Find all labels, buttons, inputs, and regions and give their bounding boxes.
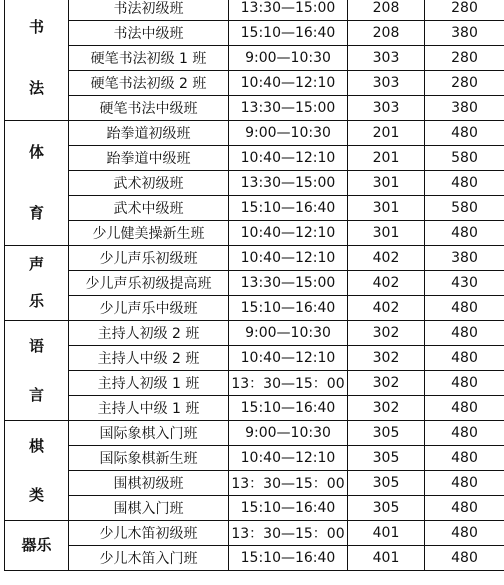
fee-cell: 580: [425, 196, 504, 221]
category-char: 育: [28, 204, 44, 223]
course-row: [5, 346, 504, 371]
course-name-cell: 主持人中级 2 班: [69, 346, 229, 371]
course-name-cell: 武术中级班: [69, 196, 229, 221]
course-row: [5, 71, 504, 96]
category-cell: [5, 421, 69, 521]
room-cell: 301: [348, 171, 425, 196]
fee-cell: 380: [425, 96, 504, 121]
fee-cell: 380: [425, 246, 504, 271]
fee-cell: 480: [425, 421, 504, 446]
time-cell: 9:00—10:30: [229, 46, 348, 71]
time-cell: 10:40—12:10: [229, 246, 348, 271]
category-char: 器乐: [21, 536, 52, 554]
time-cell: 13：30—15：00: [229, 521, 348, 546]
course-name-cell: 少儿声乐初级班: [69, 246, 229, 271]
course-name-cell: 硬笔书法中级班: [69, 96, 229, 121]
course-name-cell: 书法中级班: [69, 21, 229, 46]
course-row: [5, 421, 504, 446]
room-cell: 402: [348, 271, 425, 296]
fee-cell: 480: [425, 321, 504, 346]
time-cell: 15:10—16:40: [229, 396, 348, 421]
fee-cell: 480: [425, 171, 504, 196]
fee-cell: 480: [425, 221, 504, 246]
category-cell: [5, 246, 69, 321]
fee-cell: 480: [425, 521, 504, 546]
category-char: 类: [28, 485, 44, 504]
course-schedule-body: [5, 0, 504, 571]
course-row: [5, 171, 504, 196]
course-row: [5, 521, 504, 546]
fee-cell: 580: [425, 146, 504, 171]
course-name-cell: 主持人初级 1 班: [69, 371, 229, 396]
fee-cell: 280: [425, 0, 504, 21]
fee-cell: 430: [425, 271, 504, 296]
room-cell: 208: [348, 21, 425, 46]
time-cell: 15:10—16:40: [229, 196, 348, 221]
time-cell: 15:10—16:40: [229, 296, 348, 321]
room-cell: 201: [348, 146, 425, 171]
category-cell: [5, 321, 69, 421]
course-name-cell: 少儿木笛入门班: [69, 546, 229, 571]
room-cell: 302: [348, 346, 425, 371]
room-cell: 303: [348, 96, 425, 121]
course-row: [5, 96, 504, 121]
time-cell: 9:00—10:30: [229, 321, 348, 346]
course-name-cell: 国际象棋入门班: [69, 421, 229, 446]
room-cell: 305: [348, 471, 425, 496]
course-row: [5, 146, 504, 171]
room-cell: 208: [348, 0, 425, 21]
course-row: [5, 21, 504, 46]
course-row: [5, 371, 504, 396]
course-row: [5, 446, 504, 471]
category-char: 体: [28, 142, 44, 161]
course-name-cell: 硬笔书法初级 2 班: [69, 71, 229, 96]
fee-cell: 280: [425, 46, 504, 71]
course-name-cell: 主持人中级 1 班: [69, 396, 229, 421]
time-cell: 13：30—15：00: [229, 371, 348, 396]
course-name-cell: 跆拳道初级班: [69, 121, 229, 146]
room-cell: 301: [348, 221, 425, 246]
course-row: [5, 0, 504, 21]
course-name-cell: 围棋入门班: [69, 496, 229, 521]
fee-cell: 480: [425, 346, 504, 371]
fee-cell: 480: [425, 471, 504, 496]
category-label: [5, 422, 68, 520]
course-name-cell: 国际象棋新生班: [69, 446, 229, 471]
course-name-cell: 少儿声乐初级提高班: [69, 271, 229, 296]
fee-cell: 380: [425, 21, 504, 46]
course-row: [5, 471, 504, 496]
category-label: [5, 122, 68, 245]
course-row: [5, 221, 504, 246]
course-name-cell: 围棋初级班: [69, 471, 229, 496]
room-cell: 303: [348, 46, 425, 71]
course-row: [5, 246, 504, 271]
course-row: [5, 121, 504, 146]
course-name-cell: 书法初级班: [69, 0, 229, 21]
course-name-cell: 少儿木笛初级班: [69, 521, 229, 546]
category-char: 法: [28, 79, 44, 98]
time-cell: 15:10—16:40: [229, 546, 348, 571]
course-name-cell: 硬笔书法初级 1 班: [69, 46, 229, 71]
time-cell: 10:40—12:10: [229, 221, 348, 246]
fee-cell: 480: [425, 546, 504, 571]
time-cell: 10:40—12:10: [229, 446, 348, 471]
category-label: [5, 247, 68, 320]
room-cell: 401: [348, 546, 425, 571]
fee-cell: 280: [425, 71, 504, 96]
fee-cell: 480: [425, 121, 504, 146]
time-cell: 9:00—10:30: [229, 121, 348, 146]
time-cell: 13:30—15:00: [229, 96, 348, 121]
room-cell: 402: [348, 296, 425, 321]
course-row: [5, 546, 504, 571]
time-cell: 13:30—15:00: [229, 271, 348, 296]
time-cell: 9:00—10:30: [229, 421, 348, 446]
course-name-cell: 跆拳道中级班: [69, 146, 229, 171]
category-label: [5, 522, 68, 570]
course-row: [5, 296, 504, 321]
course-row: [5, 496, 504, 521]
time-cell: 10:40—12:10: [229, 346, 348, 371]
course-name-cell: 武术初级班: [69, 171, 229, 196]
room-cell: 302: [348, 371, 425, 396]
room-cell: 301: [348, 196, 425, 221]
time-cell: 15:10—16:40: [229, 21, 348, 46]
course-row: [5, 321, 504, 346]
time-cell: 13:30—15:00: [229, 0, 348, 21]
category-char: 棋: [28, 436, 44, 455]
course-name-cell: 主持人初级 2 班: [69, 321, 229, 346]
room-cell: 201: [348, 121, 425, 146]
room-cell: 305: [348, 446, 425, 471]
room-cell: 401: [348, 521, 425, 546]
room-cell: 302: [348, 321, 425, 346]
course-row: [5, 196, 504, 221]
category-label: [5, 322, 68, 420]
category-cell: [5, 0, 69, 121]
category-label: [5, 0, 68, 120]
time-cell: 10:40—12:10: [229, 71, 348, 96]
fee-cell: 480: [425, 496, 504, 521]
category-char: 声: [28, 255, 44, 274]
time-cell: 15:10—16:40: [229, 496, 348, 521]
room-cell: 302: [348, 396, 425, 421]
fee-cell: 480: [425, 446, 504, 471]
category-char: 乐: [28, 291, 44, 310]
room-cell: 303: [348, 71, 425, 96]
category-cell: [5, 521, 69, 571]
category-char: 书: [28, 17, 44, 36]
fee-cell: 480: [425, 396, 504, 421]
course-schedule-table: [4, 0, 504, 571]
category-char: 语: [28, 336, 44, 355]
fee-cell: 480: [425, 296, 504, 321]
time-cell: 13：30—15：00: [229, 471, 348, 496]
room-cell: 402: [348, 246, 425, 271]
category-char: 言: [28, 385, 44, 404]
room-cell: 305: [348, 496, 425, 521]
room-cell: 305: [348, 421, 425, 446]
time-cell: 10:40—12:10: [229, 146, 348, 171]
course-row: [5, 396, 504, 421]
fee-cell: 480: [425, 371, 504, 396]
category-cell: [5, 121, 69, 246]
course-name-cell: 少儿声乐中级班: [69, 296, 229, 321]
course-name-cell: 少儿健美操新生班: [69, 221, 229, 246]
course-row: [5, 271, 504, 296]
course-row: [5, 46, 504, 71]
time-cell: 13:30—15:00: [229, 171, 348, 196]
